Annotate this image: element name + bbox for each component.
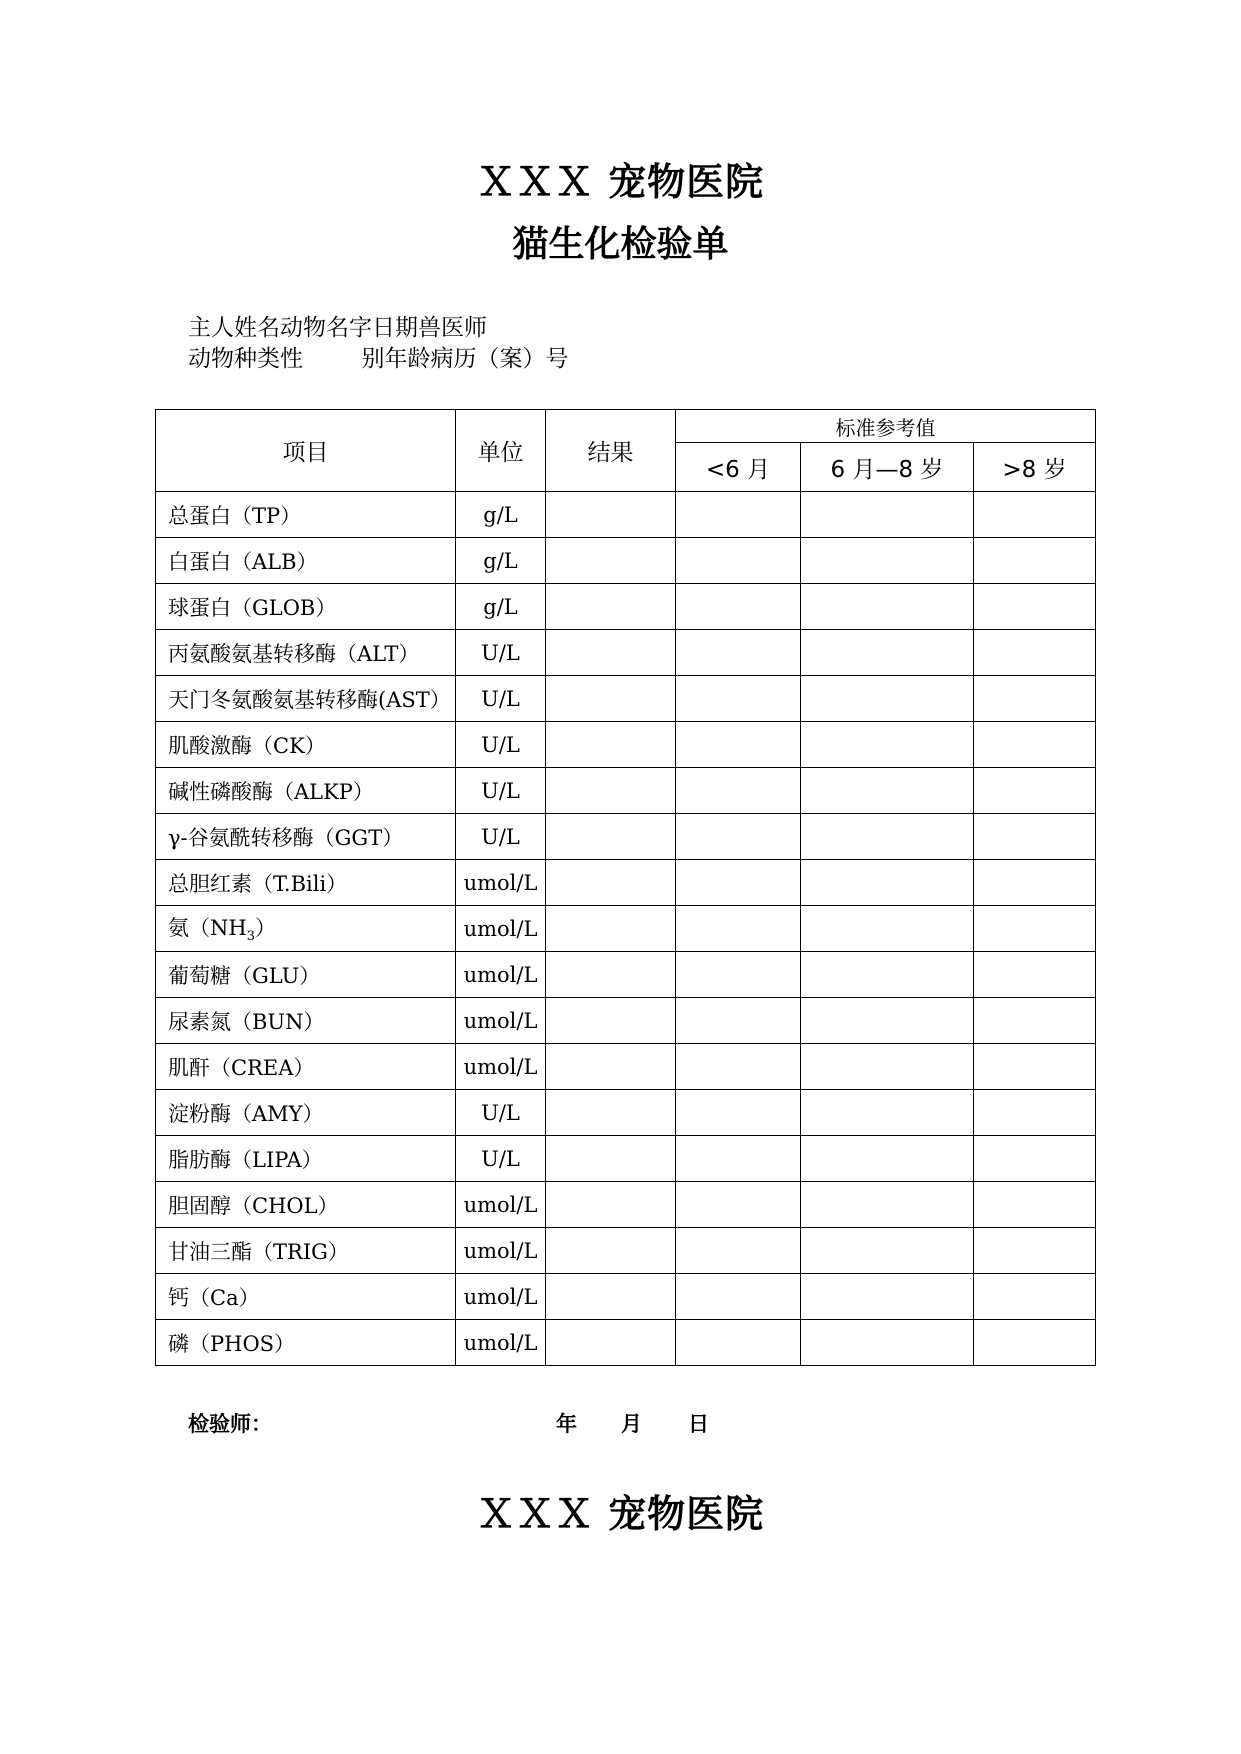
ref-6m-8y-cell	[801, 492, 974, 538]
hospital-title: ＸＸＸ 宠物医院	[476, 160, 765, 204]
unit-cell: U/L	[456, 1090, 546, 1136]
unit-cell: umol/L	[456, 860, 546, 906]
result-cell[interactable]	[546, 1320, 676, 1366]
result-cell[interactable]	[546, 1136, 676, 1182]
footer-hospital-title: ＸＸＸ 宠物医院	[476, 1492, 765, 1536]
ref-6m-8y-cell	[801, 814, 974, 860]
header-age-over-8y: >8 岁	[974, 443, 1096, 492]
ref-under-6m-cell	[676, 952, 801, 998]
table-row	[156, 1320, 1096, 1366]
unit-cell: umol/L	[456, 1274, 546, 1320]
result-cell[interactable]	[546, 998, 676, 1044]
result-cell[interactable]	[546, 630, 676, 676]
ref-over-8y-cell	[974, 906, 1096, 952]
ref-under-6m-cell	[676, 630, 801, 676]
unit-cell: g/L	[456, 584, 546, 630]
item-name-cell: 球蛋白（GLOB）	[156, 584, 456, 630]
table-row	[156, 722, 1096, 768]
ref-under-6m-cell	[676, 860, 801, 906]
ref-under-6m-cell	[676, 906, 801, 952]
ref-6m-8y-cell	[801, 1182, 974, 1228]
item-name-subscript: 3	[246, 929, 255, 945]
inspector-label: 检验师：	[188, 1412, 272, 1436]
ref-over-8y-cell	[974, 722, 1096, 768]
ref-6m-8y-cell	[801, 1274, 974, 1320]
item-name-cell: 胆固醇（CHOL）	[156, 1182, 456, 1228]
item-name-cell: 磷（PHOS）	[156, 1320, 456, 1366]
ref-over-8y-cell	[974, 860, 1096, 906]
ref-6m-8y-cell	[801, 998, 974, 1044]
item-name-text: ）	[254, 916, 276, 941]
ref-6m-8y-cell	[801, 952, 974, 998]
item-name-cell: 总胆红素（T.Bili）	[156, 860, 456, 906]
result-cell[interactable]	[546, 860, 676, 906]
ref-6m-8y-cell	[801, 538, 974, 584]
ref-6m-8y-cell	[801, 1090, 974, 1136]
item-name-cell: 丙氨酸氨基转移酶（ALT）	[156, 630, 456, 676]
table-row	[156, 1182, 1096, 1228]
animal-info-line: 动物种类性 别年龄病历（案）号	[188, 346, 569, 372]
ref-under-6m-cell	[676, 1044, 801, 1090]
ref-under-6m-cell	[676, 1274, 801, 1320]
date-month-label: 月	[621, 1412, 642, 1436]
ref-under-6m-cell	[676, 1136, 801, 1182]
table-row	[156, 906, 1096, 952]
item-name-cell: γ-谷氨酰转移酶（GGT）	[156, 814, 456, 860]
table-row	[156, 1136, 1096, 1182]
item-name-cell	[156, 906, 456, 952]
unit-cell: umol/L	[456, 1320, 546, 1366]
unit-cell: umol/L	[456, 1182, 546, 1228]
item-name-cell: 钙（Ca）	[156, 1274, 456, 1320]
item-name-cell: 脂肪酶（LIPA）	[156, 1136, 456, 1182]
ref-under-6m-cell	[676, 722, 801, 768]
result-cell[interactable]	[546, 1182, 676, 1228]
ref-6m-8y-cell	[801, 1044, 974, 1090]
ref-over-8y-cell	[974, 952, 1096, 998]
ref-under-6m-cell	[676, 538, 801, 584]
ref-6m-8y-cell	[801, 860, 974, 906]
result-cell[interactable]	[546, 952, 676, 998]
item-name-cell: 葡萄糖（GLU）	[156, 952, 456, 998]
table-row	[156, 1274, 1096, 1320]
ref-over-8y-cell	[974, 1044, 1096, 1090]
unit-cell: umol/L	[456, 1228, 546, 1274]
ref-6m-8y-cell	[801, 584, 974, 630]
result-cell[interactable]	[546, 538, 676, 584]
ref-over-8y-cell	[974, 584, 1096, 630]
ref-under-6m-cell	[676, 1090, 801, 1136]
header-age-6m-8y: 6 月—8 岁	[801, 443, 974, 492]
form-title: 猫生化检验单	[512, 224, 729, 265]
result-cell[interactable]	[546, 492, 676, 538]
ref-over-8y-cell	[974, 1090, 1096, 1136]
date-year-label: 年	[556, 1412, 577, 1436]
ref-over-8y-cell	[974, 814, 1096, 860]
item-name-cell: 甘油三酯（TRIG）	[156, 1228, 456, 1274]
header-age-under-6m: <6 月	[676, 443, 801, 492]
ref-over-8y-cell	[974, 998, 1096, 1044]
item-name-cell: 肌酸激酶（CK）	[156, 722, 456, 768]
table-row	[156, 952, 1096, 998]
unit-cell: umol/L	[456, 998, 546, 1044]
item-name-text: 氨（NH	[168, 916, 247, 941]
owner-info-line: 主人姓名动物名字日期兽医师	[188, 315, 487, 341]
ref-over-8y-cell	[974, 676, 1096, 722]
result-cell[interactable]	[546, 1090, 676, 1136]
table-row	[156, 998, 1096, 1044]
item-name-cell: 碱性磷酸酶（ALKP）	[156, 768, 456, 814]
result-cell[interactable]	[546, 1274, 676, 1320]
ref-under-6m-cell	[676, 1228, 801, 1274]
result-cell[interactable]	[546, 1044, 676, 1090]
header-item: 项目	[156, 410, 456, 492]
result-cell[interactable]	[546, 1228, 676, 1274]
unit-cell: U/L	[456, 722, 546, 768]
item-name-cell: 白蛋白（ALB）	[156, 538, 456, 584]
table-row	[156, 584, 1096, 630]
unit-cell: umol/L	[456, 952, 546, 998]
ref-6m-8y-cell	[801, 1320, 974, 1366]
header-result: 结果	[546, 410, 676, 492]
unit-cell: g/L	[456, 538, 546, 584]
table-row	[156, 814, 1096, 860]
ref-over-8y-cell	[974, 492, 1096, 538]
ref-under-6m-cell	[676, 998, 801, 1044]
unit-cell: U/L	[456, 768, 546, 814]
ref-under-6m-cell	[676, 814, 801, 860]
unit-cell: umol/L	[456, 906, 546, 952]
ref-under-6m-cell	[676, 492, 801, 538]
ref-6m-8y-cell	[801, 722, 974, 768]
ref-over-8y-cell	[974, 630, 1096, 676]
ref-6m-8y-cell	[801, 906, 974, 952]
ref-6m-8y-cell	[801, 1228, 974, 1274]
header-reference: 标准参考值	[676, 410, 1096, 443]
table-row	[156, 860, 1096, 906]
item-name-cell: 天门冬氨酸氨基转移酶(AST）	[156, 676, 456, 722]
ref-6m-8y-cell	[801, 676, 974, 722]
unit-cell: umol/L	[456, 1044, 546, 1090]
ref-under-6m-cell	[676, 1182, 801, 1228]
result-cell[interactable]	[546, 814, 676, 860]
unit-cell: U/L	[456, 814, 546, 860]
ref-6m-8y-cell	[801, 630, 974, 676]
header-unit: 单位	[456, 410, 546, 492]
ref-under-6m-cell	[676, 584, 801, 630]
ref-over-8y-cell	[974, 538, 1096, 584]
table-row	[156, 492, 1096, 538]
table-row	[156, 768, 1096, 814]
date-day-label: 日	[688, 1412, 709, 1436]
ref-over-8y-cell	[974, 1274, 1096, 1320]
unit-cell: U/L	[456, 1136, 546, 1182]
result-cell[interactable]	[546, 768, 676, 814]
unit-cell: g/L	[456, 492, 546, 538]
result-cell[interactable]	[546, 722, 676, 768]
ref-over-8y-cell	[974, 1136, 1096, 1182]
ref-over-8y-cell	[974, 1182, 1096, 1228]
item-name-cell: 肌酐（CREA）	[156, 1044, 456, 1090]
table-row	[156, 630, 1096, 676]
ref-under-6m-cell	[676, 768, 801, 814]
table-row	[156, 1228, 1096, 1274]
table-row	[156, 1090, 1096, 1136]
ref-6m-8y-cell	[801, 768, 974, 814]
item-name-cell: 淀粉酶（AMY）	[156, 1090, 456, 1136]
table-row	[156, 1044, 1096, 1090]
result-cell[interactable]	[546, 676, 676, 722]
item-name-cell: 总蛋白（TP）	[156, 492, 456, 538]
table-row	[156, 676, 1096, 722]
ref-under-6m-cell	[676, 676, 801, 722]
unit-cell: U/L	[456, 676, 546, 722]
ref-over-8y-cell	[974, 768, 1096, 814]
ref-over-8y-cell	[974, 1320, 1096, 1366]
lab-results-table	[155, 409, 1096, 1366]
ref-under-6m-cell	[676, 1320, 801, 1366]
ref-over-8y-cell	[974, 1228, 1096, 1274]
result-cell[interactable]	[546, 906, 676, 952]
unit-cell: U/L	[456, 630, 546, 676]
ref-6m-8y-cell	[801, 1136, 974, 1182]
item-name-cell: 尿素氮（BUN）	[156, 998, 456, 1044]
table-row	[156, 538, 1096, 584]
result-cell[interactable]	[546, 584, 676, 630]
